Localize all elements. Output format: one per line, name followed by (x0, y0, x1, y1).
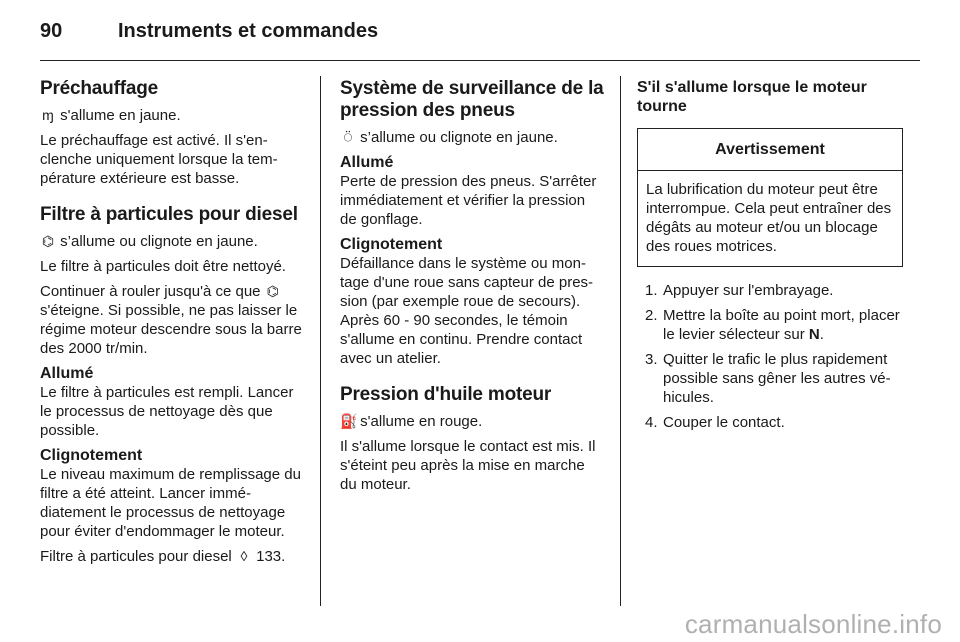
section-title-huile: Pression d'huile moteur (340, 384, 552, 405)
column-divider-1 (320, 76, 321, 606)
list-item: 2. Mettre la boîte au point mort, placer le levier sélecteur sur N. (645, 307, 900, 343)
warning-text: La lubrification du moteur peut être interrompue. Cela peut entraîner des dégâts au moteur et/ou un blocage des roues motrices. (646, 181, 892, 255)
paragraph: ⌬ s’allume ou clignote en jaune. (41, 233, 258, 250)
diesel-particle-filter-icon: ⌬ (41, 233, 55, 249)
subsection-title: Clignotement (340, 236, 443, 253)
paragraph: Le préchauffage est activé. Il s'enclenche uniquement lorsque la température extérieure est basse. (40, 132, 278, 187)
paragraph: Continuer à rouler jusqu'à ce que ⌬ s'éteigne. Si possible, ne pas laisser le régime moteur descendre sous la barre des 2000 tr/min. (40, 283, 302, 357)
list-item: 3. Quitter le trafic le plus rapidement possible sans gêner les autres véhicules. (645, 351, 891, 406)
column-2 (340, 78, 604, 500)
section-title-pneus: Système de surveillance de la pression des pneus (340, 78, 604, 121)
warning-title: Avertissement (638, 129, 902, 171)
cross-reference[interactable]: Filtre à particules pour diesel ◊ 133. (40, 548, 286, 565)
list-item: 4. Couper le contact. (645, 414, 785, 431)
section-title-filtre: Filtre à particules pour diesel (40, 204, 298, 225)
paragraph: Défaillance dans le système ou montage d'une roue sans capteur de pression (par exemple roue de secours). Après 60 - 90 secondes, le témoin s'allume en continu. Prendre contact avec un atelier. (340, 255, 594, 367)
warning-box (637, 128, 903, 267)
list-item: 1. Appuyer sur l'embrayage. (645, 282, 834, 299)
paragraph: ⍥ s’allume ou clignote en jaune. (340, 128, 604, 147)
subsection-title: Allumé (340, 154, 394, 171)
paragraph: Le niveau maximum de remplissage du filtre a été atteint. Lancer immédiatement le processus de nettoyage pour éviter d'endommager le moteur. (40, 466, 301, 540)
paragraph: Il s'allume lorsque le contact est mis. Il s'éteint peu après la mise en marche du moteur. (340, 438, 596, 493)
header-divider (40, 60, 920, 61)
oil-can-icon: ⛽ (340, 413, 358, 429)
paragraph: ɱ s'allume en jaune. (40, 106, 302, 125)
page-title: Instruments et commandes (118, 20, 379, 42)
glow-plug-icon: ɱ (42, 107, 54, 123)
paragraph: Le filtre à particules doit être nettoyé. (40, 258, 286, 275)
subsection-title: Allumé (40, 365, 94, 382)
diesel-particle-filter-icon: ⌬ (266, 283, 279, 299)
paragraph: Perte de pression des pneus. S'arrêter immédiatement et vérifier la pression de gonflage. (340, 173, 597, 228)
tire-pressure-icon: ⍥ (343, 129, 353, 145)
page-header (40, 14, 920, 54)
watermark: carmanualsonline.info (684, 609, 942, 639)
column-3 (637, 78, 903, 438)
paragraph: Le filtre à particules est rempli. Lancer le processus de nettoyage dès que possible. (40, 384, 294, 439)
column-1 (40, 78, 302, 572)
section-title-moteur: S'il s'allume lorsque le moteur tourne (637, 79, 867, 115)
section-title-prechauffage: Préchauffage (40, 78, 158, 99)
paragraph: ⛽ s'allume en rouge. (340, 413, 483, 430)
subsection-title: Clignotement (40, 447, 143, 464)
page-number: 90 (40, 20, 63, 42)
steps-list (637, 281, 903, 432)
column-divider-2 (620, 76, 621, 606)
page-reference-icon: ◊ (240, 548, 248, 564)
